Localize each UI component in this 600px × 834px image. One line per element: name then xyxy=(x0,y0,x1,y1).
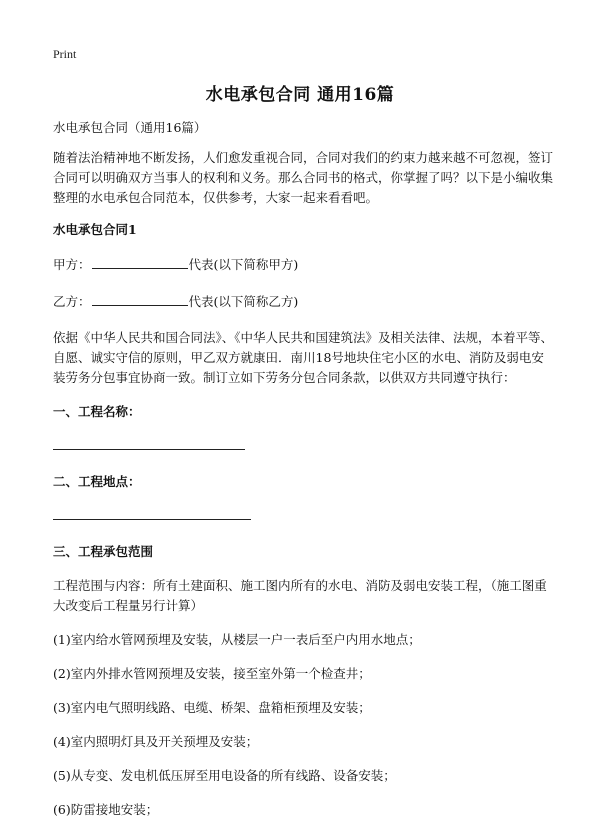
print-link[interactable]: Print xyxy=(53,47,77,61)
scope-item: (3)室内电气照明线路、电缆、桥架、盘箱柜预埋及安装； xyxy=(53,700,371,715)
party-b-prefix: 乙方： xyxy=(53,294,91,309)
scope-item: (6)防雷接地安装； xyxy=(53,802,159,817)
section-2-heading: 二、工程地点： xyxy=(53,474,141,489)
party-b-blank xyxy=(92,291,188,306)
project-name-blank xyxy=(53,448,245,450)
scope-item: (4)室内照明灯具及开关预埋及安装； xyxy=(53,734,259,749)
basis-paragraph: 依据《中华人民共和国合同法》、《中华人民共和国建筑法》及相关法律、法规，本着平等、自愿、诚实守信的原则，甲乙双方就康田．南川18号地块住宅小区的水电、消防及弱电安装劳务分包事宜协商一致。制订立如下劳务分包合同条款，以供双方共同遵守执行： xyxy=(53,330,554,385)
intro-paragraph: 随着法治精神地不断发扬，人们愈发重视合同，合同对我们的约束力越来越不可忽视，签订合同可以明确双方当事人的权利和义务。那么合同书的格式，你掌握了吗？以下是小编收集整理的水电承包合同范本，仅供参考，大家一起来看看吧。 xyxy=(53,150,554,205)
scope-item: (2)室内外排水管网预埋及安装，接至室外第一个检查井； xyxy=(53,666,371,681)
section-3-heading: 三、工程承包范围 xyxy=(53,544,154,559)
scope-item: (1)室内给水管网预埋及安装，从楼层一户一表后至户内用水地点； xyxy=(53,632,421,647)
party-a-line xyxy=(53,254,553,275)
scope-intro: 工程范围与内容：所有土建面积、施工图内所有的水电、消防及弱电安装工程，（施工图重大改变后工程量另行计算） xyxy=(53,578,547,613)
party-b-suffix: 代表(以下简称乙方) xyxy=(188,294,299,309)
party-b-line xyxy=(53,291,553,312)
party-a-prefix: 甲方： xyxy=(53,257,91,272)
project-location-blank xyxy=(53,518,251,520)
page-title: 水电承包合同 通用16篇 xyxy=(205,85,395,105)
section-1-heading: 一、工程名称： xyxy=(53,404,141,419)
contract-heading: 水电承包合同1 xyxy=(53,222,137,237)
scope-item: (5)从专变、发电机低压屏至用电设备的所有线路、设备安装； xyxy=(53,768,396,783)
document-body xyxy=(53,118,553,834)
document-subtitle: 水电承包合同（通用16篇） xyxy=(53,120,207,135)
party-a-suffix: 代表(以下简称甲方) xyxy=(188,257,299,272)
party-a-blank xyxy=(92,254,188,269)
